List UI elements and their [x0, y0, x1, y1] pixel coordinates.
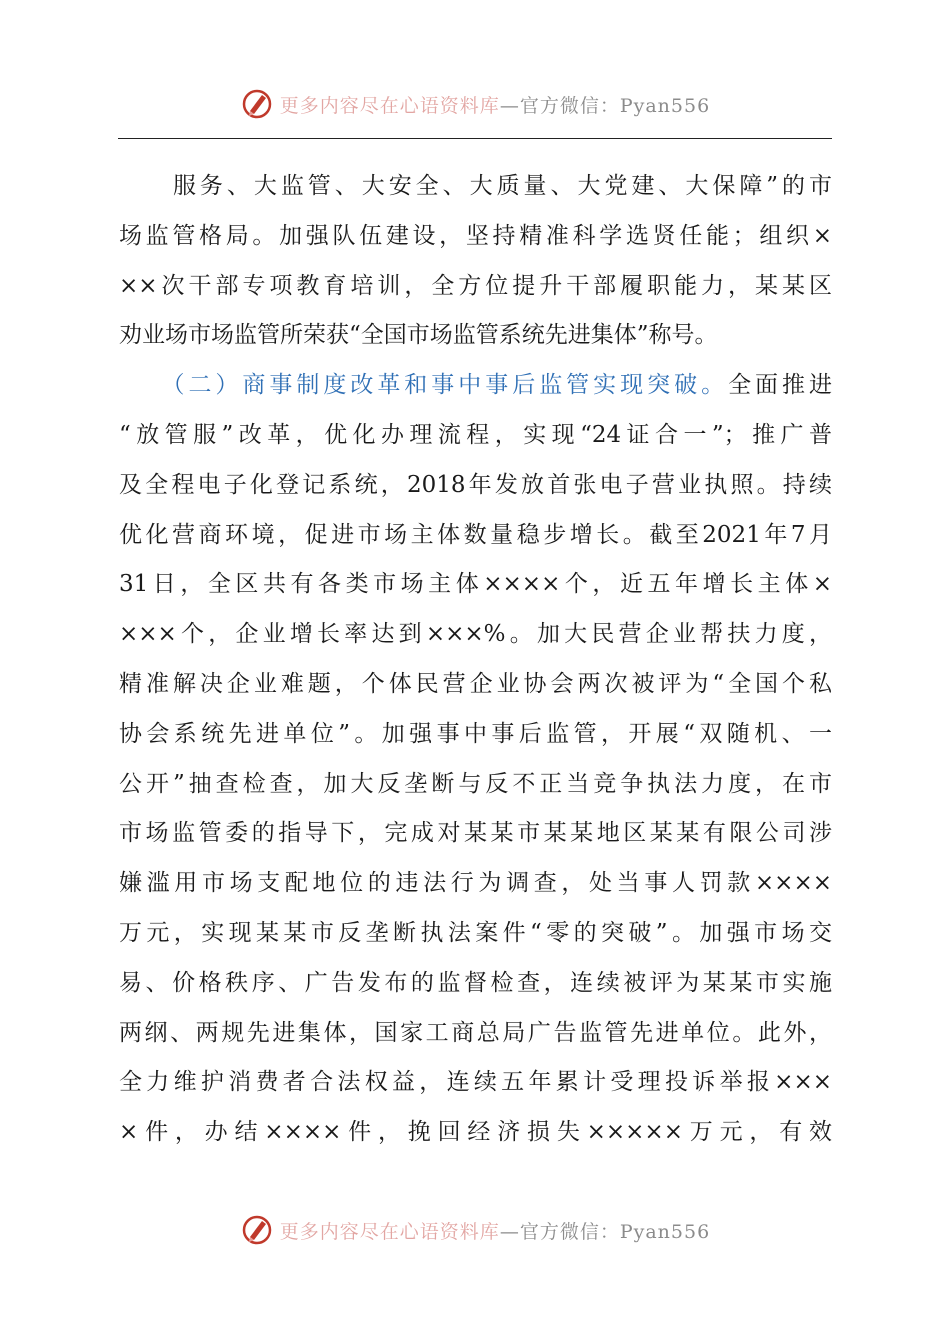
text-line: 优化营商环境，促进市场主体数量稳步增长。截至2021年7月: [119, 521, 832, 548]
text-line: 场监管格局。加强队伍建设，坚持精准科学选贤任能；组织×: [119, 222, 832, 249]
text-line: 服务、大监管、大安全、大质量、大党建、大保障”的市: [119, 173, 832, 199]
text-line: ×件，办结××××件，挽回经济损失×××××万元，有效: [119, 1119, 832, 1146]
text-line: 万元，实现某某市反垄断执法案件“零的突破”。加强市场交: [119, 919, 832, 946]
text-line: 协会系统先进单位”。加强事中事后监管，开展“双随机、一: [119, 720, 832, 747]
section-heading-line: [119, 361, 832, 411]
text-line: 精准解决企业难题，个体民营企业协会两次被评为“全国个私: [119, 670, 832, 697]
text-line: 劝业场市场监管所荣获“全国市场监管系统先进集体”称号。: [119, 322, 718, 349]
watermark-text: [280, 1217, 710, 1244]
text-line: ××次干部专项教育培训，全方位提升干部履职能力，某某区: [119, 272, 832, 299]
text-line: 31日，全区共有各类市场主体××××个，近五年增长主体×: [119, 571, 832, 598]
pen-circle-logo-icon: [240, 87, 274, 121]
text-line: 易、价格秩序、广告发布的监督检查，连续被评为某某市实施: [119, 969, 832, 996]
heading-indent: [119, 372, 173, 398]
text-line: “放管服”改革，优化办理流程，实现“24证合一”；推广普: [119, 421, 832, 448]
section-heading: （二）商事制度改革和事中事后监管实现突破。: [172, 372, 729, 399]
watermark-account: Pyan556: [619, 1220, 711, 1243]
watermark-dash: —: [499, 1220, 520, 1243]
text-line: 公开”抽查检查，加大反垄断与反不正当竞争执法力度，在市: [119, 770, 832, 797]
text-line: 全力维护消费者合法权益，连续五年累计受理投诉举报×××: [119, 1069, 832, 1096]
header-divider: [118, 138, 832, 139]
top-watermark-banner: [0, 84, 950, 124]
heading-tail: 全面推进: [728, 372, 833, 399]
watermark-site: 更多内容尽在心语资料库: [279, 94, 500, 117]
watermark-account: Pyan556: [619, 94, 711, 117]
watermark-official: 官方微信：: [519, 94, 620, 117]
watermark-official: 官方微信：: [519, 1220, 620, 1243]
text-line: ×××个，企业增长率达到×××%。加大民营企业帮扶力度，: [119, 621, 832, 648]
text-line: 嫌滥用市场支配地位的违法行为调查，处当事人罚款××××: [119, 870, 832, 897]
text-line: 市场监管委的指导下，完成对某某市某某地区某某有限公司涉: [119, 820, 832, 847]
watermark-dash: —: [499, 94, 520, 117]
bottom-watermark-banner: [0, 1210, 950, 1250]
pen-circle-logo-icon: [240, 1213, 274, 1247]
document-body: [119, 162, 832, 1158]
text-line: 及全程电子化登记系统，2018年发放首张电子营业执照。持续: [119, 471, 832, 498]
watermark-site: 更多内容尽在心语资料库: [279, 1220, 500, 1243]
text-line: 两纲、两规先进集体，国家工商总局广告监管先进单位。此外，: [119, 1019, 832, 1046]
watermark-text: [280, 91, 710, 118]
